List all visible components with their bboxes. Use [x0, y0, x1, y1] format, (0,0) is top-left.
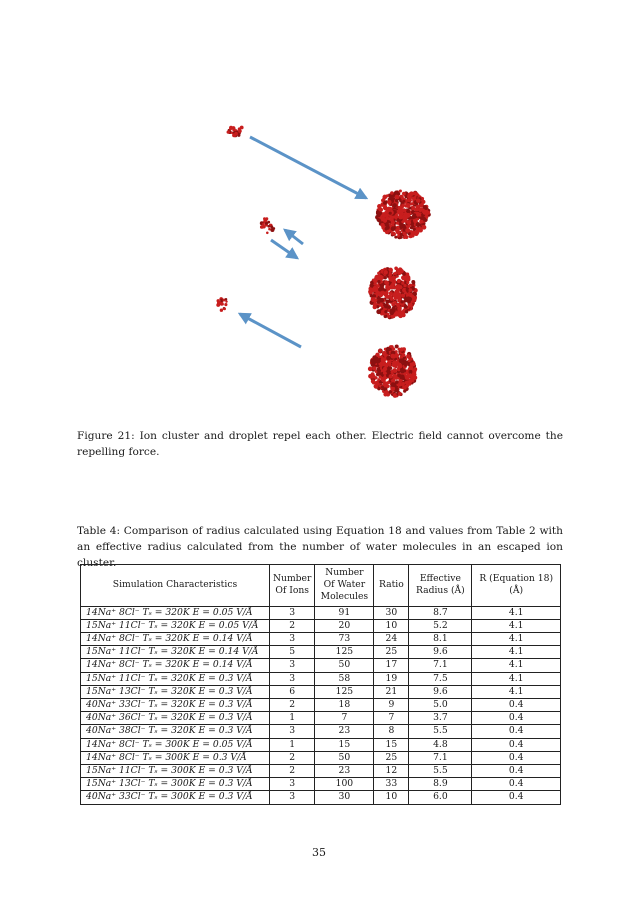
molecule-dot [398, 214, 403, 219]
header-number-of-ions: Number Of Ions [270, 565, 315, 607]
molecule-dot [391, 382, 396, 387]
cell-r-equation-18: 4.1 [472, 659, 561, 672]
molecule-dot [377, 378, 380, 381]
molecule-dot [405, 375, 410, 380]
cell-number-of-water-molecules: 23 [315, 765, 374, 778]
molecule-dot [402, 192, 406, 196]
molecule-dot [401, 382, 405, 386]
molecule-dot [398, 364, 403, 369]
molecule-dot [374, 376, 377, 379]
molecule-dot [416, 231, 419, 234]
molecule-dot [387, 315, 391, 319]
arrow-4 [240, 314, 301, 347]
cell-simulation-characteristics: 14Na⁺ 8Cl⁻ Tₛ = 300K E = 0.05 V/Å [81, 738, 270, 751]
page-number: 35 [312, 846, 326, 859]
molecule-dot [373, 286, 378, 291]
cell-simulation-characteristics: 15Na⁺ 11Cl⁻ Tₛ = 320K E = 0.14 V/Å [81, 646, 270, 659]
molecule-dot [398, 285, 402, 289]
droplet-2 [368, 266, 418, 319]
molecule-dot [402, 313, 406, 317]
cell-ratio: 19 [374, 672, 409, 685]
molecule-dot [402, 354, 405, 357]
molecule-dot [386, 356, 391, 361]
table-row [81, 606, 561, 619]
molecule-dot [377, 280, 380, 283]
molecule-dot [397, 279, 401, 283]
molecule-dot [412, 213, 416, 217]
cell-r-equation-18: 0.4 [472, 778, 561, 791]
cell-ratio: 25 [374, 646, 409, 659]
cell-ratio: 10 [374, 791, 409, 804]
molecule-dot [402, 200, 405, 203]
molecule-dot [391, 231, 395, 235]
arrow-1 [250, 137, 366, 198]
cell-number-of-water-molecules: 50 [315, 659, 374, 672]
molecule-dot [401, 204, 404, 207]
molecule-dot [370, 284, 374, 288]
molecule-dot [385, 294, 389, 298]
cell-effective-radius: 5.5 [409, 765, 472, 778]
cell-number-of-ions: 6 [270, 685, 315, 698]
cell-simulation-characteristics: 40Na⁺ 38Cl⁻ Tₛ = 320K E = 0.3 V/Å [81, 725, 270, 738]
molecule-dot [405, 310, 408, 313]
molecule-dot [393, 355, 396, 358]
molecule-dot [262, 225, 265, 228]
molecule-dot [397, 307, 402, 312]
molecule-dot [394, 312, 399, 317]
molecule-dot [395, 345, 399, 349]
molecule-dot [395, 289, 399, 293]
figure-ion-cluster-droplet [0, 0, 638, 420]
comparison-table [80, 564, 561, 805]
molecule-dot [234, 132, 238, 136]
molecule-dot [381, 377, 386, 382]
molecule-dot [225, 298, 228, 301]
molecule-dot [232, 128, 235, 131]
molecule-dot [221, 303, 224, 306]
cell-simulation-characteristics: 15Na⁺ 11Cl⁻ Tₛ = 320K E = 0.3 V/Å [81, 672, 270, 685]
cell-ratio: 17 [374, 659, 409, 672]
cell-r-equation-18: 0.4 [472, 791, 561, 804]
ion-cluster-3 [216, 297, 227, 312]
cell-number-of-water-molecules: 58 [315, 672, 374, 685]
molecule-dot [381, 386, 384, 389]
cell-ratio: 25 [374, 751, 409, 764]
molecule-dot [390, 386, 395, 391]
molecule-dot [410, 226, 413, 229]
molecule-dot [406, 354, 410, 358]
table-row [81, 619, 561, 632]
cell-simulation-characteristics: 14Na⁺ 8Cl⁻ Tₛ = 320K E = 0.14 V/Å [81, 659, 270, 672]
molecule-dot [392, 347, 396, 351]
table-row [81, 633, 561, 646]
table-header-row [81, 565, 561, 607]
header-number-of-water-molecules: Number Of Water Molecules [315, 565, 374, 607]
molecule-dot [405, 228, 410, 233]
molecule-dot [407, 297, 412, 302]
molecule-dot [404, 364, 407, 367]
molecule-dot [392, 306, 395, 309]
cell-number-of-water-molecules: 125 [315, 685, 374, 698]
cell-ratio: 33 [374, 778, 409, 791]
molecule-dot [413, 218, 418, 223]
cell-ratio: 8 [374, 725, 409, 738]
cell-effective-radius: 7.1 [409, 751, 472, 764]
molecule-dot [400, 233, 403, 236]
molecule-dot [223, 308, 226, 311]
molecule-dot [272, 227, 275, 230]
header-r-equation-18: R (Equation 18) (Å) [472, 565, 561, 607]
molecule-dot [374, 384, 379, 389]
molecule-dot [406, 203, 411, 208]
cell-number-of-ions: 2 [270, 619, 315, 632]
cell-ratio: 21 [374, 685, 409, 698]
molecule-dot [372, 355, 376, 359]
cell-number-of-ions: 3 [270, 633, 315, 646]
molecule-dot [400, 375, 404, 379]
cell-simulation-characteristics: 40Na⁺ 36Cl⁻ Tₛ = 320K E = 0.3 V/Å [81, 712, 270, 725]
molecule-dot [373, 305, 377, 309]
cell-ratio: 9 [374, 699, 409, 712]
molecule-dot [393, 360, 397, 364]
molecule-dot [398, 392, 402, 396]
cell-number-of-ions: 3 [270, 791, 315, 804]
molecule-dot [399, 224, 404, 229]
cell-r-equation-18: 0.4 [472, 699, 561, 712]
molecule-dot [382, 362, 386, 366]
molecule-dot [384, 219, 387, 222]
molecule-dot [380, 283, 384, 287]
molecule-dot [382, 195, 387, 200]
molecule-dot [416, 222, 421, 227]
molecule-dot [385, 227, 388, 230]
molecule-dot [373, 366, 377, 370]
molecule-dot [378, 349, 382, 353]
molecule-dot [396, 221, 399, 224]
molecule-dot [403, 229, 406, 232]
molecule-dot [398, 208, 402, 212]
molecule-dot [403, 284, 406, 287]
ion-cluster-2 [260, 217, 275, 234]
ion-cluster-1 [227, 126, 244, 138]
cell-number-of-water-molecules: 73 [315, 633, 374, 646]
cell-r-equation-18: 4.1 [472, 633, 561, 646]
cell-r-equation-18: 0.4 [472, 738, 561, 751]
molecule-dot [391, 282, 395, 286]
molecule-dot [423, 205, 427, 209]
molecule-dot [378, 288, 382, 292]
table-row [81, 725, 561, 738]
cell-r-equation-18: 4.1 [472, 606, 561, 619]
cell-number-of-ions: 3 [270, 725, 315, 738]
cell-number-of-ions: 1 [270, 712, 315, 725]
molecule-dot [386, 281, 389, 284]
cell-number-of-ions: 3 [270, 659, 315, 672]
molecule-dot [397, 295, 401, 299]
cell-effective-radius: 5.2 [409, 619, 472, 632]
molecule-dot [391, 303, 395, 307]
cell-number-of-water-molecules: 125 [315, 646, 374, 659]
molecule-dot [225, 300, 227, 302]
molecule-dot [240, 126, 244, 130]
cell-r-equation-18: 0.4 [472, 751, 561, 764]
molecule-dot [379, 298, 384, 303]
table-row [81, 765, 561, 778]
molecule-dot [412, 230, 415, 233]
cell-r-equation-18: 4.1 [472, 619, 561, 632]
cell-effective-radius: 3.7 [409, 712, 472, 725]
cell-number-of-ions: 2 [270, 699, 315, 712]
cell-effective-radius: 5.5 [409, 725, 472, 738]
molecule-dot [383, 276, 386, 279]
molecule-dot [387, 200, 392, 205]
molecule-dot [262, 223, 265, 226]
molecule-dot [224, 303, 227, 306]
cell-number-of-ions: 5 [270, 646, 315, 659]
molecule-dot [403, 369, 406, 372]
cell-number-of-water-molecules: 30 [315, 791, 374, 804]
table-row [81, 791, 561, 804]
molecule-dot [372, 297, 376, 301]
cell-effective-radius: 6.0 [409, 791, 472, 804]
cell-effective-radius: 7.5 [409, 672, 472, 685]
molecule-dot [399, 269, 403, 273]
molecule-dot [388, 306, 391, 309]
molecule-dot [408, 380, 412, 384]
cell-simulation-characteristics: 40Na⁺ 33Cl⁻ Tₛ = 300K E = 0.3 V/Å [81, 791, 270, 804]
molecule-dot [386, 385, 389, 388]
molecule-dot [409, 370, 413, 374]
cell-effective-radius: 9.6 [409, 685, 472, 698]
molecule-dot [368, 289, 373, 294]
figure-caption: Figure 21: Ion cluster and droplet repel each other. Electric field cannot overcome the repelling force. [77, 430, 563, 458]
molecule-dot [410, 202, 413, 205]
molecule-dot [229, 126, 233, 130]
cell-number-of-water-molecules: 7 [315, 712, 374, 725]
header-simulation-characteristics: Simulation Characteristics [81, 565, 270, 607]
cell-number-of-water-molecules: 100 [315, 778, 374, 791]
cell-r-equation-18: 4.1 [472, 685, 561, 698]
molecule-dot [423, 210, 427, 214]
cell-r-equation-18: 0.4 [472, 712, 561, 725]
molecule-dot [368, 367, 373, 372]
header-effective-radius: Effective Radius (Å) [409, 565, 472, 607]
molecule-dot [409, 288, 413, 292]
molecule-dot [391, 226, 396, 231]
cell-number-of-water-molecules: 23 [315, 725, 374, 738]
droplet-3 [368, 345, 417, 398]
molecule-dot [412, 197, 416, 201]
table-row [81, 712, 561, 725]
molecule-dot [390, 191, 394, 195]
molecule-dot [394, 236, 397, 239]
cell-number-of-ions: 1 [270, 738, 315, 751]
molecule-dot [390, 298, 393, 301]
molecule-dot [407, 194, 412, 199]
molecule-dot [399, 189, 402, 192]
molecule-dot [399, 236, 402, 239]
cell-r-equation-18: 4.1 [472, 672, 561, 685]
molecule-dot [401, 294, 405, 298]
molecule-dot [389, 374, 393, 378]
molecule-dot [406, 273, 409, 276]
molecule-dot [420, 220, 424, 224]
cell-effective-radius: 7.1 [409, 659, 472, 672]
cell-number-of-ions: 3 [270, 606, 315, 619]
molecule-dot [403, 214, 408, 219]
molecule-dot [412, 373, 416, 377]
cell-number-of-ions: 2 [270, 765, 315, 778]
molecule-dot [380, 303, 384, 307]
molecule-dot [390, 218, 394, 222]
molecule-dot [382, 351, 387, 356]
molecule-dot [382, 215, 385, 218]
molecule-dot [383, 392, 387, 396]
cell-simulation-characteristics: 15Na⁺ 11Cl⁻ Tₛ = 320K E = 0.05 V/Å [81, 619, 270, 632]
cell-effective-radius: 9.6 [409, 646, 472, 659]
cell-effective-radius: 8.1 [409, 633, 472, 646]
molecule-dot [379, 208, 383, 212]
cell-number-of-ions: 3 [270, 672, 315, 685]
molecule-dot [412, 281, 415, 284]
table-row [81, 751, 561, 764]
molecule-dot [418, 207, 423, 212]
molecule-dot [375, 275, 380, 280]
cell-ratio: 30 [374, 606, 409, 619]
cell-number-of-water-molecules: 15 [315, 738, 374, 751]
molecule-dot [409, 357, 412, 360]
molecule-dot [415, 208, 419, 212]
cell-effective-radius: 8.9 [409, 778, 472, 791]
cell-number-of-water-molecules: 18 [315, 699, 374, 712]
cell-effective-radius: 5.0 [409, 699, 472, 712]
molecule-dot [406, 277, 411, 282]
header-ratio: Ratio [374, 565, 409, 607]
cell-simulation-characteristics: 15Na⁺ 13Cl⁻ Tₛ = 320K E = 0.3 V/Å [81, 685, 270, 698]
molecule-dot [395, 195, 400, 200]
molecule-dot [389, 310, 394, 315]
molecule-dot [383, 371, 387, 375]
molecule-dot [422, 225, 427, 230]
cell-r-equation-18: 4.1 [472, 646, 561, 659]
molecule-dot [413, 191, 416, 194]
molecule-dot [384, 205, 387, 208]
molecule-dot [388, 276, 393, 281]
molecule-dot [409, 284, 412, 287]
molecule-dot [268, 228, 271, 231]
molecule-dot [404, 305, 408, 309]
cell-number-of-water-molecules: 20 [315, 619, 374, 632]
molecule-dot [403, 389, 406, 392]
molecule-dot [227, 130, 230, 133]
molecule-dot [395, 199, 398, 202]
molecule-dot [401, 282, 404, 285]
molecule-dot [416, 198, 421, 203]
cell-effective-radius: 4.8 [409, 738, 472, 751]
table-row [81, 778, 561, 791]
molecule-dot [389, 294, 393, 298]
molecule-dot [394, 272, 397, 275]
cell-simulation-characteristics: 14Na⁺ 8Cl⁻ Tₛ = 300K E = 0.3 V/Å [81, 751, 270, 764]
molecule-dot [368, 374, 373, 379]
table-caption: Table 4: Comparison of radius calculated using Equation 18 and values from Table 2 with an effective radius calculated from the number of water molecules in an escaped ion cluster. [77, 525, 563, 569]
cell-ratio: 10 [374, 619, 409, 632]
molecule-dot [383, 270, 388, 275]
cell-number-of-water-molecules: 50 [315, 751, 374, 764]
table-row [81, 672, 561, 685]
cell-ratio: 7 [374, 712, 409, 725]
molecule-dot [377, 213, 381, 217]
molecule-dot [266, 232, 269, 235]
molecule-dot [381, 199, 384, 202]
cell-number-of-ions: 2 [270, 751, 315, 764]
cell-simulation-characteristics: 15Na⁺ 11Cl⁻ Tₛ = 300K E = 0.3 V/Å [81, 765, 270, 778]
molecule-dot [379, 293, 383, 297]
cell-effective-radius: 8.7 [409, 606, 472, 619]
cell-number-of-water-molecules: 91 [315, 606, 374, 619]
molecule-dot [392, 368, 397, 373]
molecule-dot [395, 380, 399, 384]
cell-ratio: 12 [374, 765, 409, 778]
table-row [81, 699, 561, 712]
arrow-2 [285, 230, 303, 244]
cell-r-equation-18: 0.4 [472, 765, 561, 778]
molecule-dot [371, 379, 375, 383]
molecule-dot [380, 223, 384, 227]
molecule-dot [399, 358, 404, 363]
molecule-dot [392, 203, 397, 208]
molecule-dot [413, 296, 416, 299]
cell-ratio: 15 [374, 738, 409, 751]
molecule-dot [220, 309, 223, 312]
molecule-dot [400, 300, 403, 303]
cell-simulation-characteristics: 40Na⁺ 33Cl⁻ Tₛ = 320K E = 0.3 V/Å [81, 699, 270, 712]
molecule-dot [384, 310, 387, 313]
molecule-dot [373, 359, 378, 364]
table-row [81, 646, 561, 659]
arrow-3 [271, 240, 297, 258]
table-row [81, 685, 561, 698]
molecule-dot [400, 347, 404, 351]
table-row [81, 659, 561, 672]
molecule-dot [403, 272, 406, 275]
molecule-dot [410, 362, 413, 365]
molecule-dot [386, 347, 390, 351]
droplet-1 [375, 189, 431, 239]
table-row [81, 738, 561, 751]
molecule-dot [389, 212, 392, 215]
cell-simulation-characteristics: 14Na⁺ 8Cl⁻ Tₛ = 320K E = 0.14 V/Å [81, 633, 270, 646]
cell-simulation-characteristics: 14Na⁺ 8Cl⁻ Tₛ = 320K E = 0.05 V/Å [81, 606, 270, 619]
cell-r-equation-18: 0.4 [472, 725, 561, 738]
cell-ratio: 24 [374, 633, 409, 646]
cell-number-of-ions: 3 [270, 778, 315, 791]
cell-simulation-characteristics: 15Na⁺ 13Cl⁻ Tₛ = 300K E = 0.3 V/Å [81, 778, 270, 791]
molecule-dot [263, 218, 267, 222]
molecule-dot [394, 266, 398, 270]
